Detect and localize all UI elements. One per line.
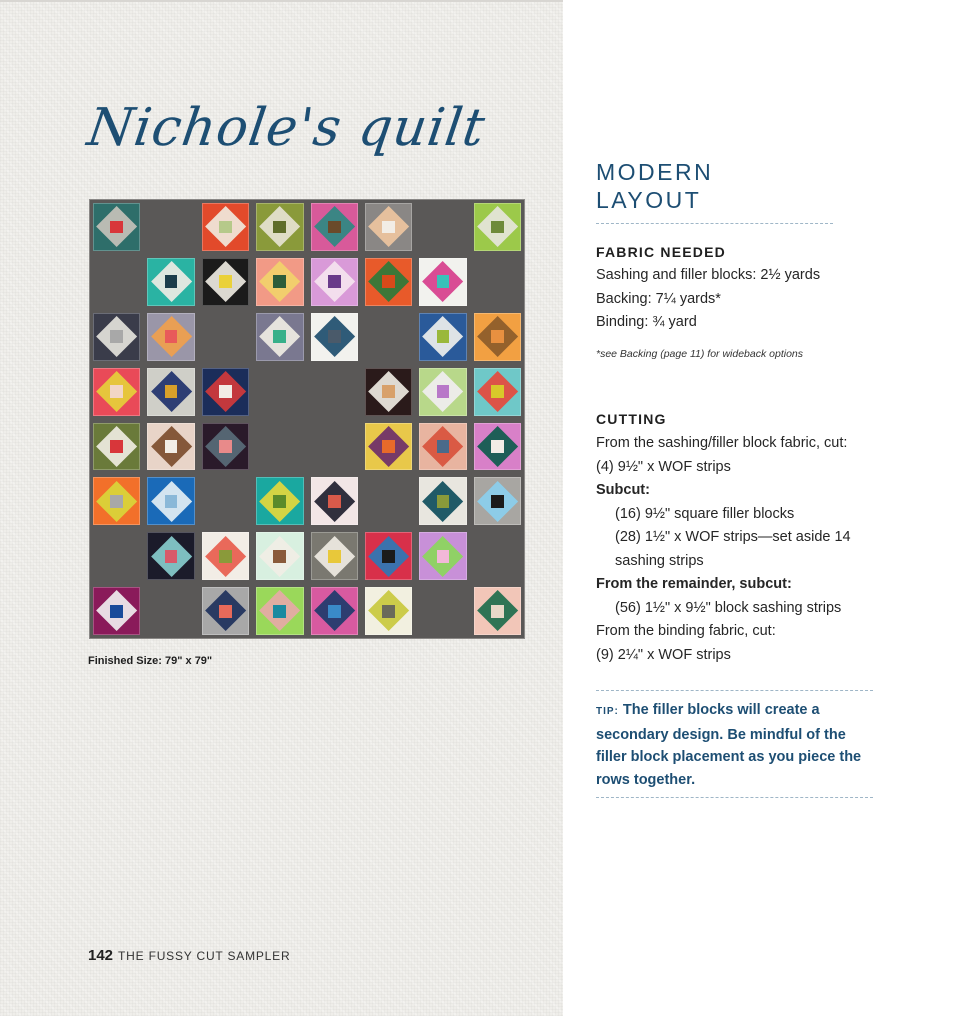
quilt-image [89, 199, 525, 639]
filler-block [93, 532, 140, 580]
filler-block [311, 423, 358, 471]
quilt-block [147, 423, 194, 471]
quilt-block [365, 368, 412, 416]
backing-footnote: *see Backing (page 11) for wideback options [596, 348, 804, 360]
tip-text: The filler blocks will create a secondary design. Be mindful of the filler block placement as you piece the rows together. [596, 702, 862, 788]
quilt-block [147, 532, 194, 580]
cutting-line: (28) 1½" x WOF strips—set aside 14 [615, 529, 851, 545]
quilt-title: Nichole's quilt [83, 98, 490, 158]
filler-block [147, 203, 194, 251]
quilt-block [365, 203, 412, 251]
quilt-block [311, 203, 358, 251]
quilt-block [311, 587, 358, 635]
quilt-block [256, 587, 303, 635]
quilt-block [311, 258, 358, 306]
filler-block [419, 203, 466, 251]
filler-block [202, 477, 249, 525]
quilt-block [419, 532, 466, 580]
quilt-block [256, 477, 303, 525]
quilt-block [419, 423, 466, 471]
quilt-block [365, 587, 412, 635]
layout-heading-line2: LAYOUT [596, 187, 702, 213]
cutting-line: sashing strips [615, 552, 704, 569]
fabric-item-sashing: Sashing and filler blocks: 2½ yards [596, 267, 821, 283]
quilt-block [474, 368, 521, 416]
layout-heading-line1: MODERN [596, 159, 714, 185]
quilt-block [256, 532, 303, 580]
filler-block [474, 532, 521, 580]
quilt-block [202, 258, 249, 306]
cutting-line: (9) 2¼" x WOF strips [596, 646, 731, 663]
cutting-line: From the remainder, subcut: [596, 576, 792, 592]
quilt-block [93, 477, 140, 525]
quilt-block [147, 368, 194, 416]
quilt-block [311, 313, 358, 361]
quilt-block [202, 532, 249, 580]
filler-block [365, 313, 412, 361]
quilt-block [256, 203, 303, 251]
quilt-block [93, 313, 140, 361]
filler-block [147, 587, 194, 635]
quilt-block [256, 258, 303, 306]
filler-block [365, 477, 412, 525]
filler-block [93, 258, 140, 306]
quilt-block [419, 368, 466, 416]
filler-block [256, 368, 303, 416]
filler-block [256, 423, 303, 471]
quilt-block [202, 203, 249, 251]
quilt-block [474, 423, 521, 471]
tip-label: TIP: [596, 706, 619, 717]
quilt-block [419, 313, 466, 361]
cutting-line: From the binding fabric, cut: [596, 623, 776, 639]
dashed-divider [596, 797, 873, 798]
page-number: 142 [88, 947, 114, 964]
quilt-block [202, 423, 249, 471]
book-title: THE FUSSY CUT SAMPLER [118, 949, 291, 963]
quilt-block [147, 258, 194, 306]
fabric-item-binding: Binding: ¾ yard [596, 314, 697, 330]
quilt-block [365, 423, 412, 471]
filler-block [419, 587, 466, 635]
cutting-line: (56) 1½" x 9½" block sashing strips [615, 599, 842, 616]
quilt-block [474, 313, 521, 361]
quilt-block [256, 313, 303, 361]
quilt-block [93, 203, 140, 251]
fabric-item-backing: Backing: 7¼ yards* [596, 290, 721, 307]
fabric-needed-list [596, 264, 820, 335]
cutting-line: From the sashing/filler block fabric, cut: [596, 435, 848, 451]
tip-box [596, 699, 876, 791]
quilt-block [147, 477, 194, 525]
quilt-block [311, 532, 358, 580]
filler-block [202, 313, 249, 361]
quilt-block [365, 258, 412, 306]
quilt-block [93, 587, 140, 635]
filler-block [311, 368, 358, 416]
quilt-block [93, 423, 140, 471]
quilt-block [202, 587, 249, 635]
quilt-block [147, 313, 194, 361]
dashed-divider [596, 690, 873, 691]
dashed-divider [596, 223, 833, 224]
cutting-line: Subcut: [596, 482, 650, 498]
finished-size-caption: Finished Size: 79" x 79" [88, 655, 213, 667]
filler-block [474, 258, 521, 306]
fabric-needed-heading: FABRIC NEEDED [596, 244, 726, 260]
cutting-line: (16) 9½" square filler blocks [615, 505, 795, 522]
quilt-block [419, 477, 466, 525]
quilt-block [202, 368, 249, 416]
layout-heading [596, 158, 713, 214]
quilt-block [311, 477, 358, 525]
cutting-heading: CUTTING [596, 411, 667, 427]
cutting-instructions [596, 432, 851, 667]
quilt-block [474, 587, 521, 635]
page-folio [88, 947, 290, 964]
cutting-line: (4) 9½" x WOF strips [596, 458, 731, 475]
quilt-block [419, 258, 466, 306]
quilt-block [93, 368, 140, 416]
quilt-block [474, 203, 521, 251]
quilt-block [365, 532, 412, 580]
quilt-block [474, 477, 521, 525]
